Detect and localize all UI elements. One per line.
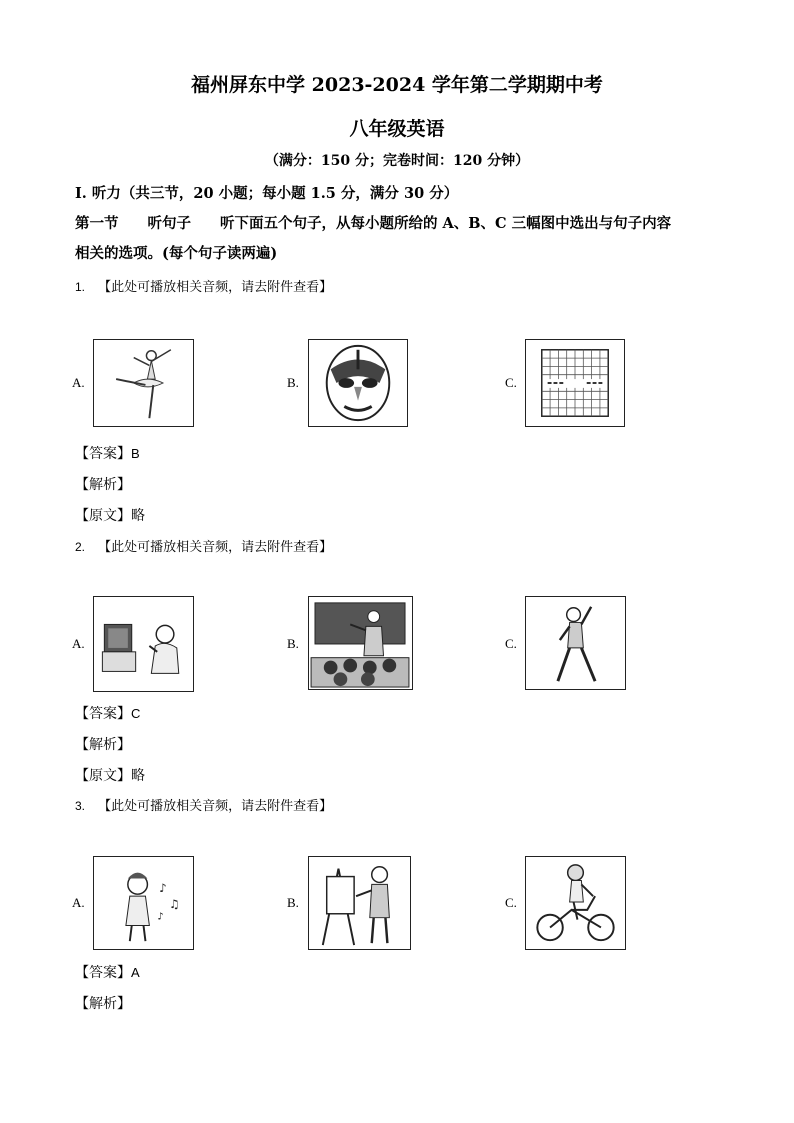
score-time-info: （满分：150 分；完卷时间：120 分钟） <box>264 153 530 169</box>
subject-title: 八年级英语 <box>349 118 445 140</box>
question-1-prompt[interactable]: 1. 【此处可播放相关音频，请去附件查看】 <box>75 280 333 295</box>
opera-mask-icon[interactable] <box>308 339 408 427</box>
exam-title: 福州屏东中学 2023-2024 学年第二学期期中考 <box>191 74 603 96</box>
svg-text:♪: ♪ <box>159 881 167 896</box>
question-3-prompt[interactable]: 3. 【此处可播放相关音频，请去附件查看】 <box>75 799 333 814</box>
section-heading: Ⅰ. 听力（共三节，20 小题；每小题 1.5 分，满分 30 分） <box>75 185 459 202</box>
answer-value: B <box>131 446 140 461</box>
svg-text:♫: ♫ <box>168 896 180 911</box>
answer-row-3: 【答案】A <box>75 965 140 981</box>
teacher-classroom-icon[interactable] <box>308 596 413 690</box>
answer-row-1: 【答案】B <box>75 446 140 462</box>
option-label: C. <box>505 636 517 651</box>
part1-instruction-line1: 第一节 听句子 听下面五个句子，从每小题所给的 A、B、C 三幅图中选出与句子内容 <box>75 215 672 232</box>
original-row-2: 【原文】略 <box>75 768 145 784</box>
girl-singing-icon[interactable] <box>93 856 194 950</box>
analysis-label: 【解析】 <box>75 477 131 493</box>
analysis-label: 【解析】 <box>75 737 131 753</box>
answer-row-2: 【答案】C <box>75 706 141 722</box>
exercising-person-icon[interactable] <box>525 596 626 690</box>
analysis-label: 【解析】 <box>75 996 131 1012</box>
painting-easel-icon[interactable] <box>308 856 411 950</box>
answer-value: C <box>131 706 141 721</box>
original-row-1: 【原文】略 <box>75 508 145 524</box>
question-2-prompt[interactable]: 2. 【此处可播放相关音频，请去附件查看】 <box>75 540 333 555</box>
ballet-dancer-icon[interactable] <box>93 339 194 427</box>
option-label: C. <box>505 375 517 390</box>
option-label: C. <box>505 895 517 910</box>
option-label: A. <box>72 895 85 910</box>
option-label: B. <box>287 636 299 651</box>
chinese-chess-board-icon[interactable] <box>525 339 625 427</box>
option-label: A. <box>72 636 85 651</box>
watching-tv-icon[interactable] <box>93 596 194 692</box>
part1-instruction-line2: 相关的选项。(每个句子读两遍) <box>75 245 278 262</box>
svg-text:♪: ♪ <box>157 911 164 923</box>
answer-value: A <box>131 965 140 980</box>
option-label: B. <box>287 895 299 910</box>
cycling-girl-icon[interactable] <box>525 856 626 950</box>
option-label: A. <box>72 375 85 390</box>
option-label: B. <box>287 375 299 390</box>
